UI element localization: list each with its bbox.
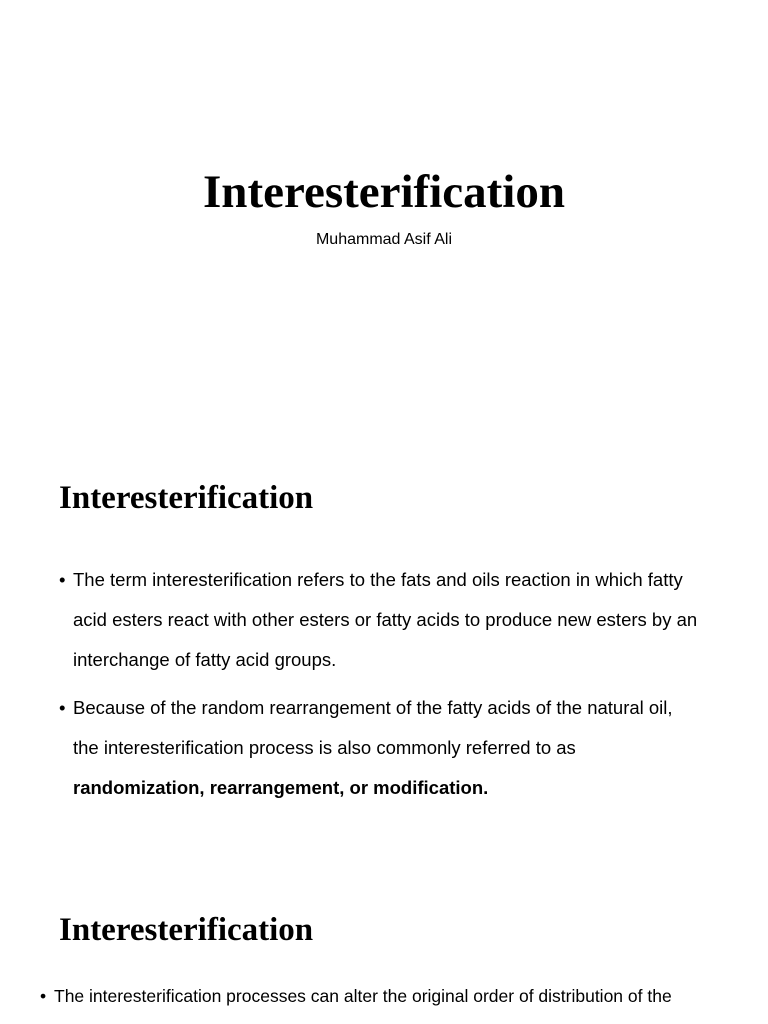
- slide-heading: Interesterification: [59, 480, 314, 516]
- presentation-title: Interesterification: [203, 166, 565, 218]
- bullet-list: [59, 560, 699, 816]
- bullet-bold-text: randomization, rearrangement, or modification.: [73, 777, 489, 798]
- bullet-text: Because of the random rearrangement of the fatty acids of the natural oil, the interesterification process is also commonly referred to as: [73, 697, 673, 758]
- slide-process: [0, 860, 768, 1024]
- bullet-dot-icon: •: [59, 569, 66, 590]
- bullet-item: [59, 688, 699, 808]
- bullet-item: [40, 984, 740, 1008]
- bullet-text: The interesterification processes can alter the original order of distribution of the: [54, 986, 672, 1006]
- bullet-text: The term interesterification refers to the fats and oils reaction in which fatty acid esters react with other esters or fatty acids to produce new esters by an interchange of fatty acid groups.: [73, 569, 698, 670]
- slide-heading: Interesterification: [59, 912, 314, 948]
- bullet-list: [40, 984, 740, 1016]
- title-slide: [0, 0, 768, 430]
- slide-definition: [0, 430, 768, 860]
- bullet-dot-icon: •: [40, 986, 47, 1006]
- bullet-dot-icon: •: [59, 697, 66, 718]
- author-name: Muhammad Asif Ali: [315, 231, 453, 248]
- bullet-item: [59, 560, 699, 680]
